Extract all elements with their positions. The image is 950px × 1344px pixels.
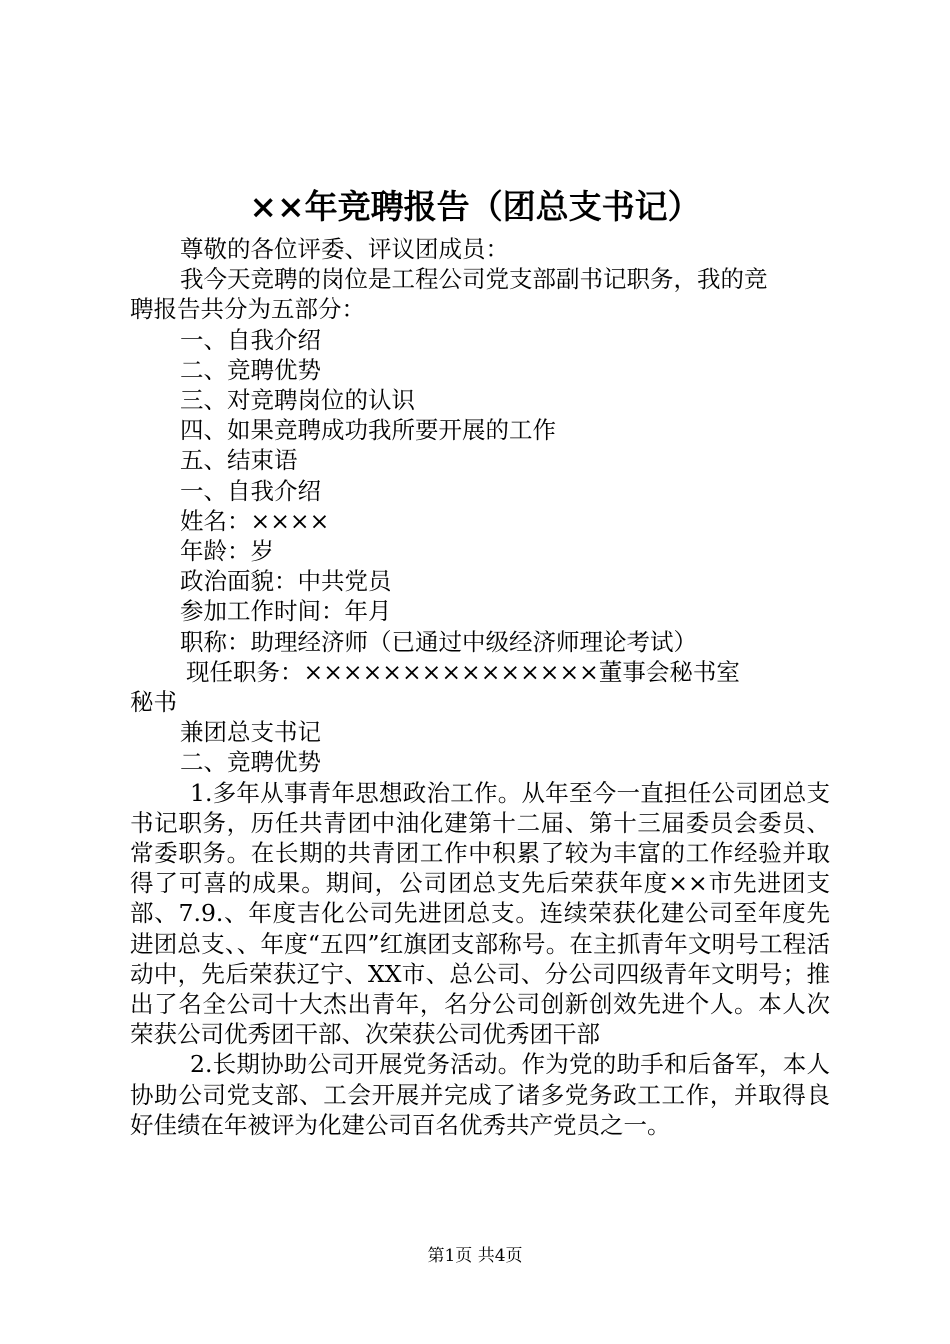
field-name: 姓名：×××× bbox=[180, 506, 330, 535]
section-heading-self-intro: 一、自我介绍 bbox=[180, 476, 321, 505]
advantage-paragraph-1-text: 1.多年从事青年思想政治工作。从年至今一直担任公司团总支书记职务，历任共青团中油化建第十二届、第十三届委员会委员、常委职务。在长期的共青团工作中积累了较为丰富的工作经验并取得了可喜的成果。期间，公司团总支先后荣获年度××市先进团支部、7.9.、年度吉化公司先进团总支。连续荣获化建公司至年度先进团总支、、年度“五四”红旗团支部称号。在主抓青年文明号工程活动中，先后荣获辽宁、XX市、总公司、分公司四级青年文明号；推出了名全公司十大杰出青年，名分公司创新创效先进个人。本人次荣获公司优秀团干部、次荣获公司优秀团干部 bbox=[130, 778, 830, 1049]
advantage-paragraph-1 bbox=[130, 778, 830, 1050]
field-concurrent-position: 兼团总支书记 bbox=[180, 718, 321, 747]
advantage-paragraph-2-text: 2.长期协助公司开展党务活动。作为党的助手和后备军，本人协助公司党支部、工会开展并完成了诸多党务政工工作，并取得良好佳绩在年被评为化建公司百名优秀共产党员之一。 bbox=[130, 1050, 830, 1139]
advantage-paragraph-2 bbox=[130, 1049, 830, 1140]
salutation: 尊敬的各位评委、评议团成员： bbox=[180, 235, 509, 263]
field-political-status: 政治面貌：中共党员 bbox=[180, 567, 392, 596]
field-current-position-cont: 秘书 bbox=[130, 688, 177, 717]
outline-item-4: 四、如果竞聘成功我所要开展的工作 bbox=[180, 416, 556, 445]
outline-item-2: 二、竞聘优势 bbox=[180, 355, 321, 384]
field-current-position: 现任职务：×××××××××××××××董事会秘书室 bbox=[186, 657, 740, 686]
outline-item-5: 五、结束语 bbox=[180, 446, 298, 475]
document-body bbox=[130, 234, 830, 1140]
field-work-start: 参加工作时间：年月 bbox=[180, 597, 392, 626]
field-age: 年龄：岁 bbox=[180, 537, 274, 566]
intro-paragraph-line-2: 聘报告共分为五部分： bbox=[130, 295, 365, 324]
intro-paragraph-line-1: 我今天竞聘的岗位是工程公司党支部副书记职务，我的竞 bbox=[180, 265, 768, 294]
page-footer: 第1页 共4页 bbox=[427, 1246, 523, 1266]
outline-item-3: 三、对竞聘岗位的认识 bbox=[180, 386, 415, 415]
field-title: 职称：助理经济师（已通过中级经济师理论考试） bbox=[180, 627, 697, 656]
document-title: ××年竞聘报告（团总支书记） bbox=[249, 187, 701, 226]
section-heading-advantages: 二、竞聘优势 bbox=[180, 748, 321, 777]
outline-item-1: 一、自我介绍 bbox=[180, 325, 321, 354]
